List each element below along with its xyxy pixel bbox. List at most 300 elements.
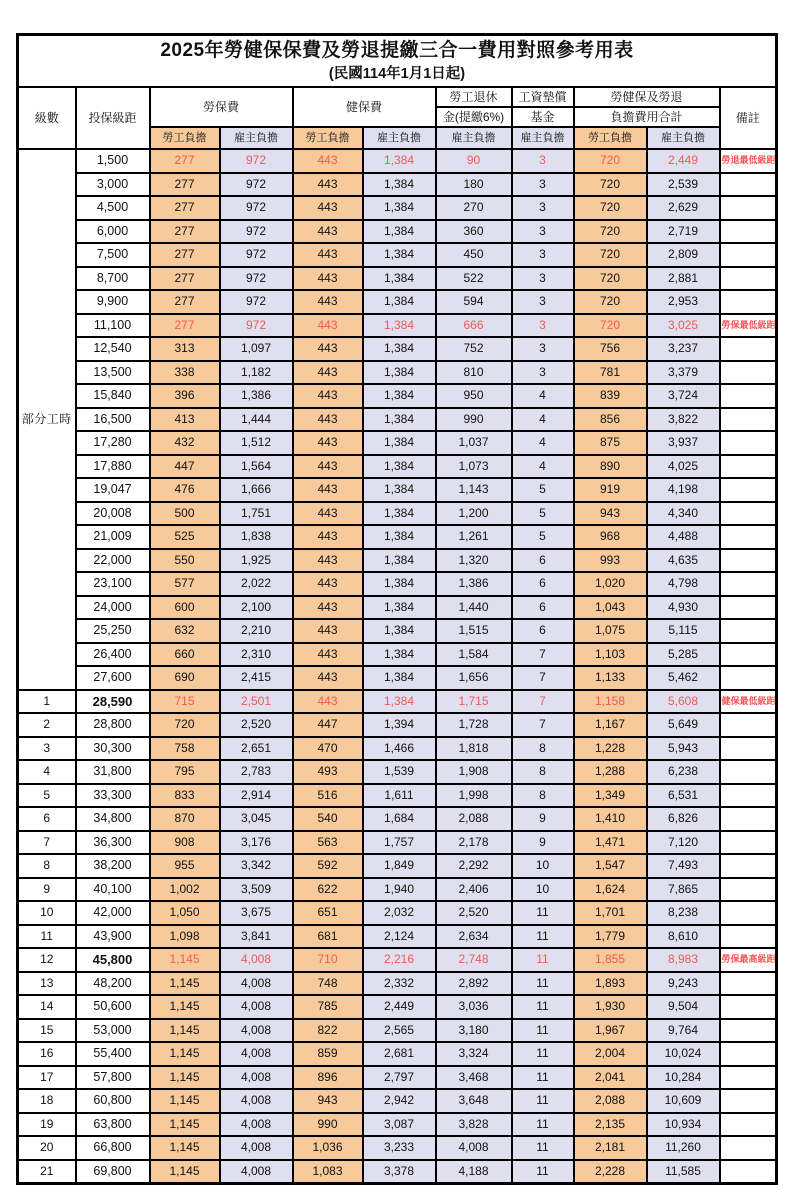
subheader-pension-employer: 雇主負擔	[436, 127, 512, 149]
value-cell: 1,158	[574, 690, 647, 714]
value-cell: 2,629	[647, 196, 720, 220]
bracket-cell: 57,800	[76, 1066, 150, 1090]
value-cell: 8,610	[647, 925, 720, 949]
level-cell: 12	[18, 948, 76, 972]
value-cell: 9,764	[647, 1019, 720, 1043]
value-cell: 1,098	[150, 925, 220, 949]
page-subtitle: (民國114年1月1日起)	[328, 66, 466, 82]
value-cell: 1,384	[363, 337, 436, 361]
value-cell: 11	[512, 1160, 574, 1184]
bracket-cell: 27,600	[76, 666, 150, 690]
remark-cell	[720, 1113, 777, 1137]
value-cell: 10,609	[647, 1089, 720, 1113]
value-cell: 1,386	[436, 572, 512, 596]
remark-cell: 勞保最低級距	[720, 314, 777, 338]
remark-cell	[720, 619, 777, 643]
table-row	[18, 173, 777, 197]
bracket-cell: 66,800	[76, 1136, 150, 1160]
value-cell: 859	[293, 1042, 363, 1066]
remark-cell	[720, 384, 777, 408]
level-cell: 14	[18, 995, 76, 1019]
bracket-cell: 17,280	[76, 431, 150, 455]
value-cell: 2,210	[220, 619, 293, 643]
value-cell: 7	[512, 690, 574, 714]
col-header-wage-fund-line2: 基金	[512, 107, 574, 127]
bracket-cell: 15,840	[76, 384, 150, 408]
value-cell: 5,649	[647, 713, 720, 737]
remark-cell	[720, 361, 777, 385]
value-cell: 2,032	[363, 901, 436, 925]
value-cell: 1,050	[150, 901, 220, 925]
value-cell: 1,145	[150, 1136, 220, 1160]
table-row	[18, 478, 777, 502]
value-cell: 1,133	[574, 666, 647, 690]
value-cell: 1,349	[574, 784, 647, 808]
value-cell: 2,022	[220, 572, 293, 596]
value-cell: 990	[436, 408, 512, 432]
table-row	[18, 196, 777, 220]
value-cell: 9,243	[647, 972, 720, 996]
remark-cell	[720, 478, 777, 502]
value-cell: 4,008	[220, 972, 293, 996]
level-cell: 19	[18, 1113, 76, 1137]
table-row	[18, 549, 777, 573]
remark-cell	[720, 1089, 777, 1113]
value-cell: 450	[436, 243, 512, 267]
value-cell: 8	[512, 737, 574, 761]
value-cell: 2,539	[647, 173, 720, 197]
remark-cell	[720, 784, 777, 808]
value-cell: 1,684	[363, 807, 436, 831]
value-cell: 1,818	[436, 737, 512, 761]
table-body	[18, 149, 777, 1184]
value-cell: 2,914	[220, 784, 293, 808]
value-cell: 1,384	[363, 267, 436, 291]
fee-reference-sheet	[16, 33, 778, 1185]
value-cell: 7,120	[647, 831, 720, 855]
remark-cell	[720, 455, 777, 479]
value-cell: 432	[150, 431, 220, 455]
value-cell: 4,008	[220, 1136, 293, 1160]
value-cell: 3,342	[220, 854, 293, 878]
level-cell: 11	[18, 925, 76, 949]
value-cell: 277	[150, 196, 220, 220]
remark-cell	[720, 525, 777, 549]
value-cell: 720	[574, 314, 647, 338]
value-cell: 1,097	[220, 337, 293, 361]
remark-cell	[720, 807, 777, 831]
value-cell: 4,008	[220, 1113, 293, 1137]
page-title: 2025年勞健保保費及勞退提繳三合一費用對照參考用表	[160, 40, 634, 61]
value-cell: 470	[293, 737, 363, 761]
value-cell: 1,666	[220, 478, 293, 502]
value-cell: 11	[512, 972, 574, 996]
value-cell: 990	[293, 1113, 363, 1137]
table-row	[18, 267, 777, 291]
col-header-pension-line2: 金(提繳6%)	[436, 107, 512, 127]
level-cell: 8	[18, 854, 76, 878]
table-row	[18, 948, 777, 972]
remark-cell	[720, 643, 777, 667]
value-cell: 4,198	[647, 478, 720, 502]
value-cell: 8	[512, 760, 574, 784]
remark-cell: 勞退最低級距	[720, 149, 777, 173]
bracket-cell: 12,540	[76, 337, 150, 361]
value-cell: 447	[150, 455, 220, 479]
value-cell: 1,656	[436, 666, 512, 690]
level-cell: 16	[18, 1042, 76, 1066]
value-cell: 8,983	[647, 948, 720, 972]
value-cell: 3	[512, 267, 574, 291]
value-cell: 525	[150, 525, 220, 549]
remark-cell	[720, 502, 777, 526]
value-cell: 447	[293, 713, 363, 737]
value-cell: 413	[150, 408, 220, 432]
value-cell: 1,855	[574, 948, 647, 972]
value-cell: 4,188	[436, 1160, 512, 1184]
value-cell: 4	[512, 408, 574, 432]
level-cell: 3	[18, 737, 76, 761]
value-cell: 972	[220, 290, 293, 314]
value-cell: 1,143	[436, 478, 512, 502]
value-cell: 1,547	[574, 854, 647, 878]
value-cell: 4,008	[220, 995, 293, 1019]
value-cell: 443	[293, 408, 363, 432]
level-cell: 2	[18, 713, 76, 737]
bracket-cell: 13,500	[76, 361, 150, 385]
value-cell: 4,008	[220, 1160, 293, 1184]
value-cell: 822	[293, 1019, 363, 1043]
bracket-cell: 31,800	[76, 760, 150, 784]
table-row	[18, 525, 777, 549]
value-cell: 972	[220, 267, 293, 291]
table-row	[18, 690, 777, 714]
bracket-cell: 7,500	[76, 243, 150, 267]
value-cell: 943	[574, 502, 647, 526]
value-cell: 277	[150, 267, 220, 291]
table-row	[18, 361, 777, 385]
bracket-cell: 11,100	[76, 314, 150, 338]
value-cell: 1,779	[574, 925, 647, 949]
value-cell: 785	[293, 995, 363, 1019]
value-cell: 3,045	[220, 807, 293, 831]
value-cell: 3	[512, 149, 574, 173]
value-cell: 5,285	[647, 643, 720, 667]
bracket-cell: 17,880	[76, 455, 150, 479]
remark-cell	[720, 1160, 777, 1184]
value-cell: 3,841	[220, 925, 293, 949]
col-header-wage-fund-line1: 工資墊償	[512, 87, 574, 107]
value-cell: 2,520	[220, 713, 293, 737]
value-cell: 2,449	[363, 995, 436, 1019]
table-row	[18, 149, 777, 173]
value-cell: 4,008	[220, 1066, 293, 1090]
value-cell: 690	[150, 666, 220, 690]
value-cell: 1,967	[574, 1019, 647, 1043]
value-cell: 720	[150, 713, 220, 737]
value-cell: 11	[512, 1089, 574, 1113]
bracket-cell: 63,800	[76, 1113, 150, 1137]
bracket-cell: 50,600	[76, 995, 150, 1019]
value-cell: 1,020	[574, 572, 647, 596]
value-cell: 3	[512, 220, 574, 244]
level-cell: 17	[18, 1066, 76, 1090]
value-cell: 5	[512, 478, 574, 502]
value-cell: 2,124	[363, 925, 436, 949]
value-cell: 720	[574, 290, 647, 314]
value-cell: 3,675	[220, 901, 293, 925]
value-cell: 2,135	[574, 1113, 647, 1137]
table-row	[18, 901, 777, 925]
value-cell: 810	[436, 361, 512, 385]
value-cell: 1,384	[363, 572, 436, 596]
value-cell: 3	[512, 314, 574, 338]
value-cell: 443	[293, 290, 363, 314]
value-cell: 3,724	[647, 384, 720, 408]
subheader-labor-employer: 雇主負擔	[220, 127, 293, 149]
value-cell: 1,384	[363, 431, 436, 455]
level-cell: 7	[18, 831, 76, 855]
value-cell: 2,004	[574, 1042, 647, 1066]
title-cell	[18, 35, 777, 88]
value-cell: 1,182	[220, 361, 293, 385]
value-cell: 752	[436, 337, 512, 361]
value-cell: 651	[293, 901, 363, 925]
value-cell: 270	[436, 196, 512, 220]
value-cell: 993	[574, 549, 647, 573]
value-cell: 443	[293, 525, 363, 549]
value-cell: 3,509	[220, 878, 293, 902]
value-cell: 3	[512, 243, 574, 267]
value-cell: 2,228	[574, 1160, 647, 1184]
value-cell: 443	[293, 596, 363, 620]
value-cell: 443	[293, 384, 363, 408]
value-cell: 919	[574, 478, 647, 502]
value-cell: 972	[220, 314, 293, 338]
value-cell: 1,384	[363, 290, 436, 314]
col-header-remark: 備註	[720, 87, 777, 149]
subheader-total-employer: 雇主負擔	[647, 127, 720, 149]
value-cell: 1,998	[436, 784, 512, 808]
value-cell: 3,233	[363, 1136, 436, 1160]
value-cell: 3,378	[363, 1160, 436, 1184]
value-cell: 550	[150, 549, 220, 573]
value-cell: 1,512	[220, 431, 293, 455]
table-row	[18, 972, 777, 996]
value-cell: 4,488	[647, 525, 720, 549]
value-cell: 277	[150, 290, 220, 314]
value-cell: 1,444	[220, 408, 293, 432]
value-cell: 1,384	[363, 173, 436, 197]
remark-cell	[720, 290, 777, 314]
table-row	[18, 995, 777, 1019]
value-cell: 3,324	[436, 1042, 512, 1066]
remark-cell	[720, 737, 777, 761]
table-row	[18, 643, 777, 667]
value-cell: 1,384	[363, 596, 436, 620]
value-cell: 3	[512, 196, 574, 220]
table-row	[18, 854, 777, 878]
value-cell: 1,145	[150, 948, 220, 972]
bracket-cell: 55,400	[76, 1042, 150, 1066]
remark-cell	[720, 220, 777, 244]
remark-cell	[720, 243, 777, 267]
value-cell: 2,088	[574, 1089, 647, 1113]
value-cell: 1,145	[150, 1042, 220, 1066]
bracket-cell: 48,200	[76, 972, 150, 996]
remark-cell	[720, 666, 777, 690]
value-cell: 443	[293, 149, 363, 173]
bracket-cell: 28,590	[76, 690, 150, 714]
value-cell: 2,565	[363, 1019, 436, 1043]
value-cell: 748	[293, 972, 363, 996]
value-cell: 277	[150, 314, 220, 338]
value-cell: 8,238	[647, 901, 720, 925]
value-cell: 6	[512, 596, 574, 620]
subheader-total-worker: 勞工負擔	[574, 127, 647, 149]
value-cell: 516	[293, 784, 363, 808]
bracket-cell: 38,200	[76, 854, 150, 878]
value-cell: 6	[512, 619, 574, 643]
value-cell: 1,073	[436, 455, 512, 479]
value-cell: 1,037	[436, 431, 512, 455]
value-cell: 443	[293, 173, 363, 197]
col-header-total-line1: 勞健保及勞退	[574, 87, 720, 107]
value-cell: 2,892	[436, 972, 512, 996]
value-cell: 3,379	[647, 361, 720, 385]
value-cell: 1,715	[436, 690, 512, 714]
remark-cell	[720, 337, 777, 361]
remark-cell	[720, 760, 777, 784]
value-cell: 5	[512, 525, 574, 549]
value-cell: 1,384	[363, 314, 436, 338]
table-row	[18, 596, 777, 620]
value-cell: 3	[512, 290, 574, 314]
bracket-cell: 20,008	[76, 502, 150, 526]
value-cell: 4,008	[220, 948, 293, 972]
value-cell: 3	[512, 173, 574, 197]
value-cell: 9,504	[647, 995, 720, 1019]
value-cell: 1,838	[220, 525, 293, 549]
value-cell: 666	[436, 314, 512, 338]
value-cell: 839	[574, 384, 647, 408]
bracket-cell: 43,900	[76, 925, 150, 949]
value-cell: 2,181	[574, 1136, 647, 1160]
value-cell: 2,748	[436, 948, 512, 972]
value-cell: 943	[293, 1089, 363, 1113]
value-cell: 1,288	[574, 760, 647, 784]
value-cell: 1,384	[363, 619, 436, 643]
value-cell: 972	[220, 173, 293, 197]
value-cell: 7,865	[647, 878, 720, 902]
value-cell: 443	[293, 549, 363, 573]
table-row	[18, 384, 777, 408]
value-cell: 1,145	[150, 1160, 220, 1184]
value-cell: 6,531	[647, 784, 720, 808]
value-cell: 277	[150, 243, 220, 267]
value-cell: 1,384	[363, 361, 436, 385]
remark-cell	[720, 901, 777, 925]
value-cell: 833	[150, 784, 220, 808]
value-cell: 1,384	[363, 408, 436, 432]
col-header-health-insurance: 健保費	[293, 87, 436, 127]
value-cell: 890	[574, 455, 647, 479]
value-cell: 522	[436, 267, 512, 291]
value-cell: 577	[150, 572, 220, 596]
value-cell: 1,103	[574, 643, 647, 667]
table-row	[18, 431, 777, 455]
value-cell: 1,384	[363, 149, 436, 173]
value-cell: 1,893	[574, 972, 647, 996]
value-cell: 1,384	[363, 643, 436, 667]
value-cell: 1,701	[574, 901, 647, 925]
value-cell: 3,025	[647, 314, 720, 338]
col-header-total-line2: 負擔費用合計	[574, 107, 720, 127]
value-cell: 277	[150, 220, 220, 244]
value-cell: 1,384	[363, 243, 436, 267]
value-cell: 2,881	[647, 267, 720, 291]
remark-cell	[720, 267, 777, 291]
value-cell: 1,611	[363, 784, 436, 808]
remark-cell	[720, 1019, 777, 1043]
value-cell: 338	[150, 361, 220, 385]
value-cell: 277	[150, 173, 220, 197]
level-cell: 4	[18, 760, 76, 784]
value-cell: 1,515	[436, 619, 512, 643]
bracket-cell: 8,700	[76, 267, 150, 291]
value-cell: 756	[574, 337, 647, 361]
bracket-cell: 69,800	[76, 1160, 150, 1184]
value-cell: 908	[150, 831, 220, 855]
value-cell: 622	[293, 878, 363, 902]
value-cell: 2,681	[363, 1042, 436, 1066]
value-cell: 443	[293, 572, 363, 596]
value-cell: 4,340	[647, 502, 720, 526]
value-cell: 1,145	[150, 972, 220, 996]
value-cell: 2,088	[436, 807, 512, 831]
value-cell: 870	[150, 807, 220, 831]
value-cell: 2,406	[436, 878, 512, 902]
remark-cell	[720, 549, 777, 573]
value-cell: 660	[150, 643, 220, 667]
value-cell: 2,797	[363, 1066, 436, 1090]
table-row	[18, 925, 777, 949]
value-cell: 443	[293, 478, 363, 502]
value-cell: 950	[436, 384, 512, 408]
bracket-cell: 1,500	[76, 149, 150, 173]
value-cell: 11	[512, 1066, 574, 1090]
value-cell: 3	[512, 337, 574, 361]
remark-cell	[720, 596, 777, 620]
table-row	[18, 713, 777, 737]
remark-cell	[720, 972, 777, 996]
value-cell: 313	[150, 337, 220, 361]
bracket-cell: 30,300	[76, 737, 150, 761]
value-cell: 396	[150, 384, 220, 408]
value-cell: 443	[293, 314, 363, 338]
level-cell: 5	[18, 784, 76, 808]
level-cell: 9	[18, 878, 76, 902]
value-cell: 1,384	[363, 478, 436, 502]
value-cell: 1,384	[363, 196, 436, 220]
value-cell: 443	[293, 619, 363, 643]
bracket-cell: 24,000	[76, 596, 150, 620]
value-cell: 3,648	[436, 1089, 512, 1113]
value-cell: 5,115	[647, 619, 720, 643]
value-cell: 720	[574, 220, 647, 244]
subheader-health-employer: 雇主負擔	[363, 127, 436, 149]
value-cell: 720	[574, 173, 647, 197]
